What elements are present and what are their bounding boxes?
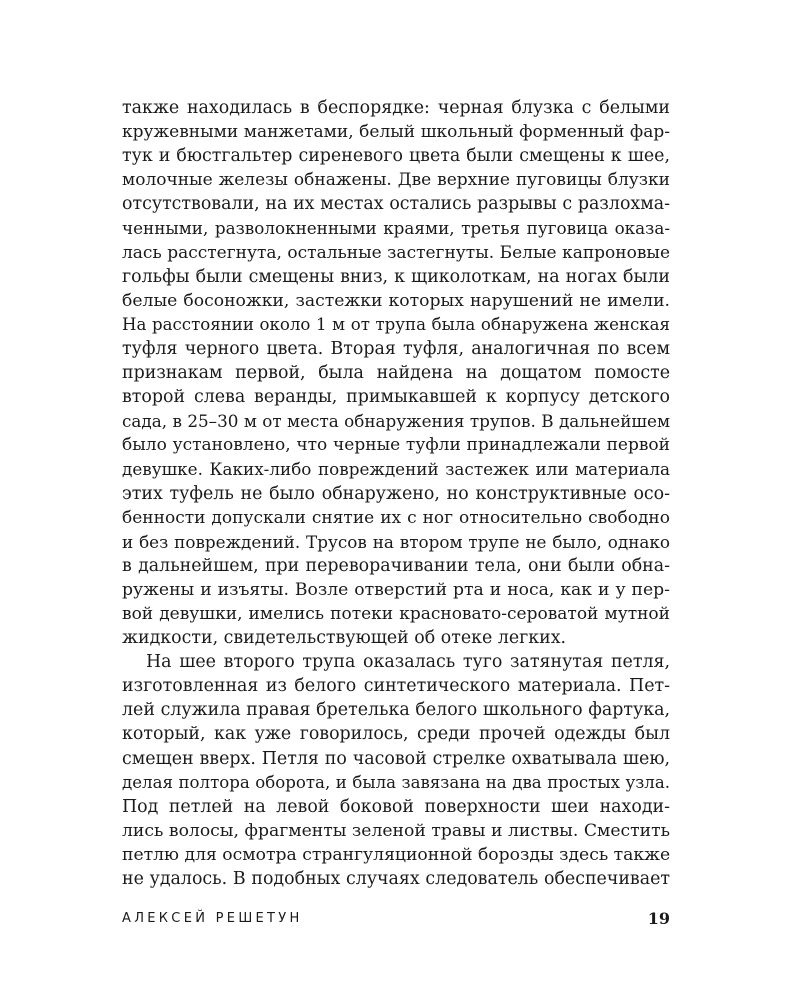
- text-line: этих туфель не было обнаружено, но конструктивные осо-: [122, 483, 670, 504]
- text-line: туфля черного цвета. Вторая туфля, аналогичная по всем: [122, 338, 670, 359]
- text-line: ченными, разволокненными краями, третья пуговица оказа-: [122, 218, 670, 239]
- text-line: лись волосы, фрагменты зеленой травы и листвы. Сместить: [122, 820, 670, 841]
- text-line: было установлено, что черные туфли принадлежали первой: [122, 435, 670, 456]
- text-line: и без повреждений. Трусов на втором трупе не было, однако: [122, 531, 670, 552]
- text-line: девушке. Каких-либо повреждений застежек или материала: [122, 459, 670, 480]
- text-line: бенности допускали снятие их с ног относительно свободно: [122, 507, 670, 528]
- text-line: петлю для осмотра странгуляционной борозды здесь также: [122, 844, 670, 865]
- text-line: На расстоянии около 1 м от трупа была обнаружена женская: [122, 314, 670, 334]
- page-number: 19: [647, 909, 670, 928]
- text-line: вой девушки, имелись потеки красновато-сероватой мутной: [122, 603, 670, 624]
- text-line: лей служила правая бретелька белого школьного фартука,: [122, 700, 670, 721]
- paragraph-first-line: На шее второго трупа оказалась туго затянутая петля,: [146, 652, 670, 673]
- running-head-author: АЛЕКСЕЙ РЕШЕТУН: [122, 911, 303, 926]
- text-line: делая полтора оборота, и была завязана на два простых узла.: [122, 772, 670, 792]
- text-line: сада, в 25–30 м от места обнаружения трупов. В дальнейшем: [122, 411, 670, 432]
- text-line: не удалось. В подобных случаях следователь обеспечивает: [122, 869, 670, 889]
- paragraph-end-line: жидкости, свидетельствующей об отеке легких.: [122, 628, 567, 649]
- text-line: ружены и изъяты. Возле отверстий рта и носа, как и у пер-: [122, 579, 670, 600]
- text-line: в дальнейшем, при переворачивании тела, они были обна-: [122, 555, 670, 576]
- text-line: второй слева веранды, примыкавшей к корпусу детского: [122, 387, 670, 408]
- page-footer: [122, 911, 670, 935]
- body-text: [122, 96, 670, 891]
- text-line: Под петлей на левой боковой поверхности шеи находи-: [122, 796, 670, 817]
- text-line: смещен вверх. Петля по часовой стрелке охватывала шею,: [122, 748, 670, 769]
- text-line: белые босоножки, застежки которых нарушений не имели.: [122, 290, 670, 311]
- text-line: лась расстегнута, остальные застегнуты. Белые капроновые: [122, 242, 670, 263]
- text-line: молочные железы обнажены. Две верхние пуговицы блузки: [122, 170, 670, 191]
- text-line: гольфы были смещены вниз, к щиколоткам, на ногах были: [122, 266, 670, 287]
- text-line: который, как уже говорилось, среди прочей одежды был: [122, 724, 670, 745]
- text-line: кружевными манжетами, белый школьный форменный фар-: [122, 122, 670, 143]
- text-line: отсутствовали, на их местах остались разрывы с разлохма-: [122, 194, 670, 215]
- text-line: изготовленная из белого синтетического материала. Пет-: [122, 676, 670, 697]
- text-line: признакам первой, была найдена на дощатом помосте: [122, 363, 670, 384]
- text-line: также находилась в беспорядке: черная блузка с белыми: [122, 98, 670, 118]
- text-line: тук и бюстгальтер сиреневого цвета были смещены к шее,: [122, 146, 670, 167]
